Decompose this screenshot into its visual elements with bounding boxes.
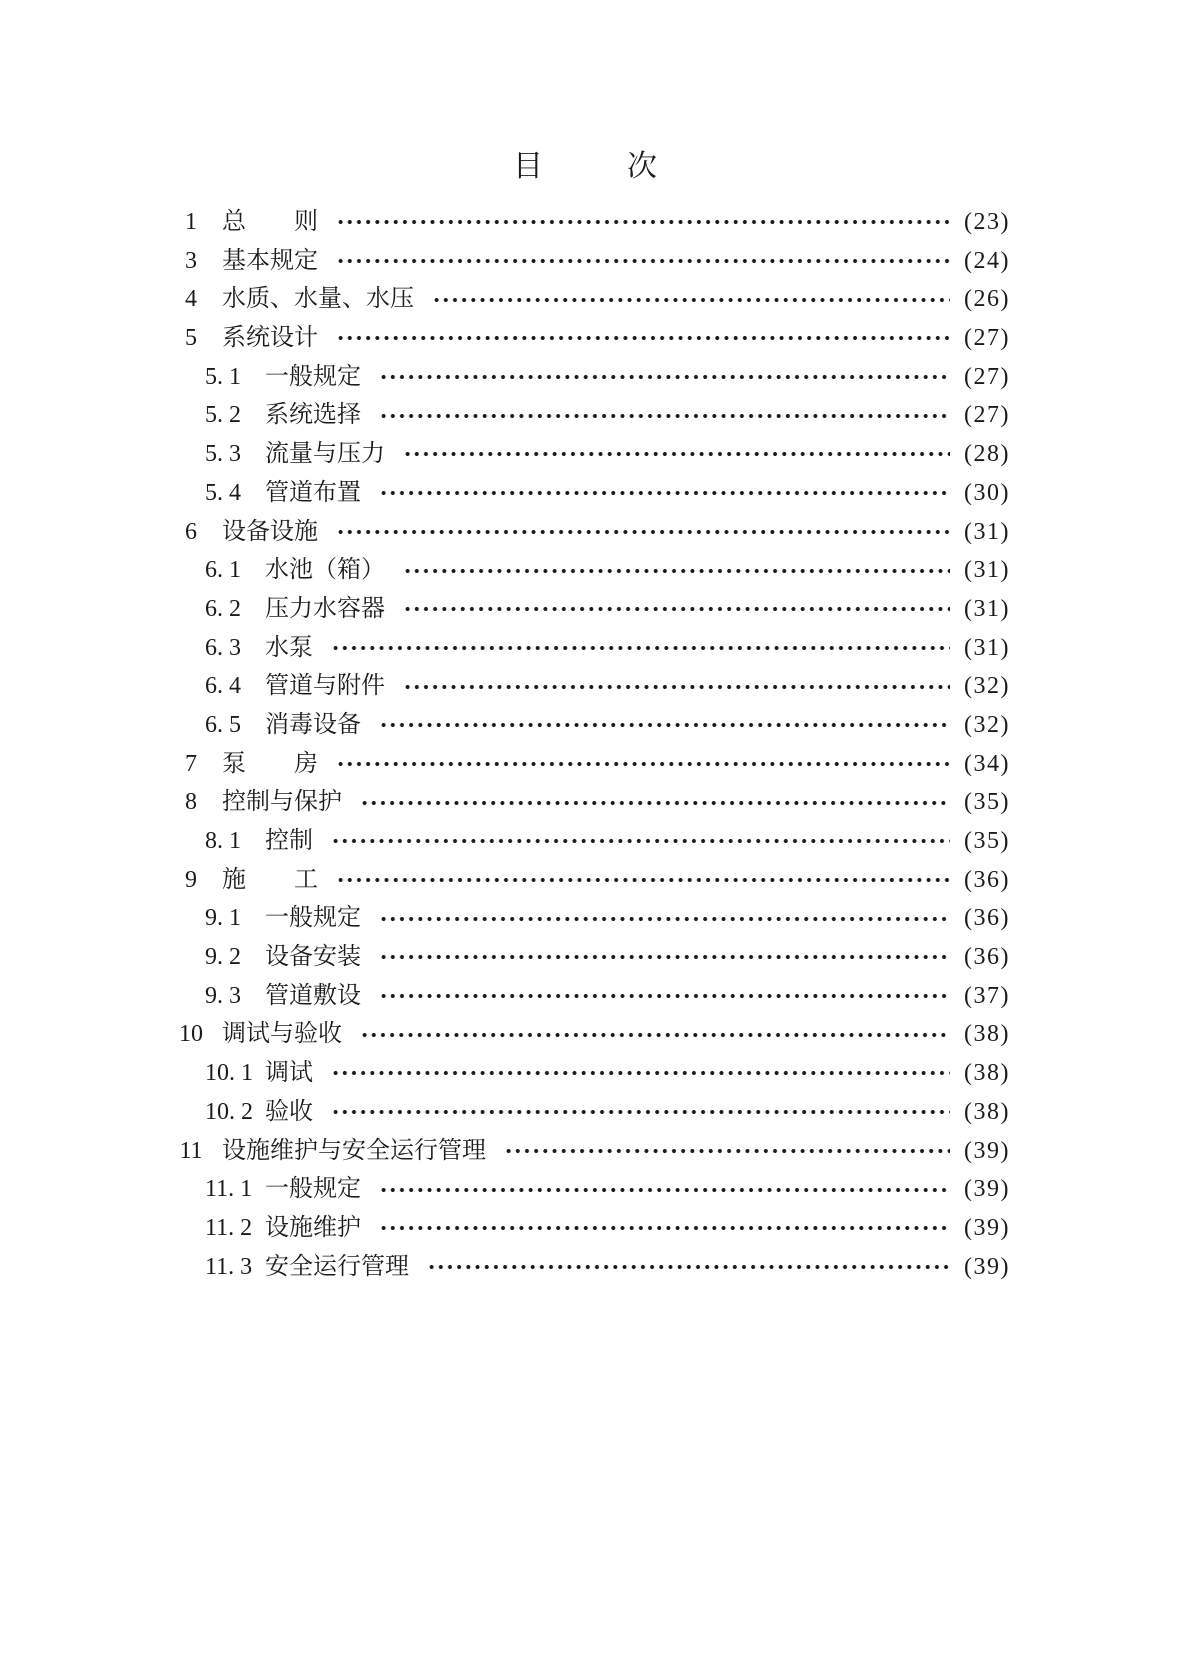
toc-entry-label: 压力水容器 [265, 595, 385, 622]
dot-leader [331, 641, 950, 655]
toc-row [160, 667, 1010, 706]
toc-entry-number: 6. 1 [205, 557, 241, 584]
toc-entry-number: 7 [185, 750, 197, 777]
toc-entry-label: 一般规定 [265, 905, 361, 932]
dot-leader [331, 1105, 950, 1119]
dot-leader [432, 293, 950, 307]
toc-page-number: (36) [964, 866, 1010, 893]
toc-entry-label: 管道敷设 [265, 982, 361, 1009]
toc-entry-number: 6. 2 [205, 595, 241, 622]
dot-leader [336, 254, 950, 268]
toc-entry-number: 9 [185, 866, 197, 893]
page-title: 目 次 [513, 150, 665, 183]
toc-row [160, 1209, 1010, 1248]
toc-page-number: (39) [964, 1253, 1010, 1280]
toc-row [160, 551, 1010, 590]
toc-row [160, 783, 1010, 822]
toc-entry-number: 5. 1 [205, 363, 241, 390]
toc-page-number: (27) [964, 402, 1010, 429]
toc-row [160, 242, 1010, 281]
toc-row [160, 1132, 1010, 1171]
toc-row [160, 513, 1010, 552]
toc-entry-label: 控制与保护 [222, 789, 342, 816]
toc-page-number: (36) [964, 905, 1010, 932]
toc-entry-label: 消毒设备 [265, 711, 361, 738]
dot-leader [360, 1028, 950, 1042]
toc-row [160, 1093, 1010, 1132]
toc-entry-label: 安全运行管理 [265, 1253, 409, 1280]
dot-leader [379, 912, 950, 926]
toc-page-number: (32) [964, 711, 1010, 738]
toc-entry-label: 管道与附件 [265, 673, 385, 700]
toc-entry-number: 9. 1 [205, 905, 241, 932]
toc-entry-number: 6. 4 [205, 673, 241, 700]
toc-entry-label: 管道布置 [265, 479, 361, 506]
toc-page-number: (27) [964, 325, 1010, 352]
dot-leader [379, 370, 950, 384]
toc-row [160, 474, 1010, 513]
toc-entry-number: 5. 4 [205, 479, 241, 506]
toc-entry-number: 11. 2 [205, 1214, 253, 1241]
toc-page-number: (23) [964, 209, 1010, 235]
dot-leader [336, 331, 950, 345]
dot-leader [427, 1260, 950, 1274]
toc-entry-label: 流量与压力 [265, 441, 385, 468]
toc-entry-label: 系统设计 [222, 325, 318, 352]
toc-row [160, 706, 1010, 745]
dot-leader [336, 757, 950, 771]
toc-entry-label: 施 工 [222, 866, 318, 893]
toc-row [160, 822, 1010, 861]
toc-entry-number: 5 [185, 325, 197, 352]
toc-page-number: (39) [964, 1214, 1010, 1241]
toc-list [160, 203, 1010, 1286]
toc-row [160, 358, 1010, 397]
toc-page-number: (35) [964, 789, 1010, 816]
toc-entry-label: 一般规定 [265, 363, 361, 390]
toc-entry-number: 6. 5 [205, 711, 241, 738]
toc-page-number: (28) [964, 441, 1010, 468]
toc-row [160, 745, 1010, 784]
toc-entry-label: 设备设施 [222, 518, 318, 545]
toc-row [160, 938, 1010, 977]
dot-leader [403, 564, 950, 578]
dot-leader [504, 1144, 950, 1158]
dot-leader [379, 1183, 950, 1197]
toc-page-number: (31) [964, 518, 1010, 545]
dot-leader [403, 680, 950, 694]
dot-leader [336, 873, 950, 887]
toc-page-number: (38) [964, 1098, 1010, 1125]
toc-entry-label: 泵 房 [222, 750, 318, 777]
toc-entry-label: 设施维护 [265, 1214, 361, 1241]
toc-entry-number: 3 [185, 247, 197, 274]
toc-entry-number: 10 [179, 1021, 203, 1048]
toc-entry-number: 11 [179, 1137, 203, 1164]
toc-entry-number: 6 [185, 518, 197, 545]
toc-entry-label: 验收 [265, 1098, 313, 1125]
toc-entry-number: 5. 3 [205, 441, 241, 468]
toc-row [160, 203, 1010, 242]
toc-entry-label: 水池（箱） [265, 557, 385, 584]
toc-row [160, 1248, 1010, 1287]
toc-row [160, 1054, 1010, 1093]
toc-page-number: (30) [964, 479, 1010, 506]
toc-page-number: (32) [964, 673, 1010, 700]
dot-leader [331, 834, 950, 848]
toc-page-number: (39) [964, 1176, 1010, 1203]
toc-entry-number: 8 [185, 789, 197, 816]
toc-entry-label: 基本规定 [222, 247, 318, 274]
dot-leader [336, 215, 950, 229]
toc-entry-number: 11. 1 [205, 1176, 253, 1203]
dot-leader [360, 796, 950, 810]
toc-page-number: (24) [964, 247, 1010, 274]
toc-row [160, 280, 1010, 319]
toc-page-number: (38) [964, 1060, 1010, 1087]
toc-entry-number: 9. 3 [205, 982, 241, 1009]
toc-entry-number: 8. 1 [205, 828, 241, 854]
toc-row [160, 319, 1010, 358]
toc-entry-label: 控制 [265, 828, 313, 854]
toc-page-number: (26) [964, 286, 1010, 313]
dot-leader [379, 950, 950, 964]
toc-page-number: (38) [964, 1021, 1010, 1048]
toc-page-number: (31) [964, 557, 1010, 584]
toc-entry-number: 11. 3 [205, 1253, 253, 1280]
toc-entry-number: 4 [185, 286, 197, 313]
toc-page-number: (36) [964, 944, 1010, 971]
dot-leader [403, 447, 950, 461]
toc-page-number: (37) [964, 982, 1010, 1009]
toc-entry-label: 设备安装 [265, 944, 361, 971]
dot-leader [379, 718, 950, 732]
dot-leader [403, 602, 950, 616]
toc-entry-number: 10. 1 [205, 1060, 253, 1087]
toc-page-number: (31) [964, 595, 1010, 622]
toc-page-number: (34) [964, 750, 1010, 777]
toc-entry-number: 5. 2 [205, 402, 241, 429]
toc-page-number: (39) [964, 1137, 1010, 1164]
toc-row [160, 435, 1010, 474]
toc-entry-number: 9. 2 [205, 944, 241, 971]
dot-leader [379, 486, 950, 500]
toc-entry-label: 一般规定 [265, 1176, 361, 1203]
toc-entry-label: 系统选择 [265, 402, 361, 429]
toc-entry-number: 10. 2 [205, 1098, 253, 1125]
dot-leader [379, 409, 950, 423]
toc-row [160, 590, 1010, 629]
toc-row [160, 629, 1010, 668]
toc-entry-number: 6. 3 [205, 634, 241, 661]
toc-row [160, 1170, 1010, 1209]
toc-entry-number: 1 [185, 209, 197, 235]
toc-row [160, 861, 1010, 900]
toc-row [160, 899, 1010, 938]
toc-entry-label: 水质、水量、水压 [222, 286, 414, 313]
dot-leader [379, 989, 950, 1003]
toc-row [160, 977, 1010, 1016]
dot-leader [336, 525, 950, 539]
toc-entry-label: 水泵 [265, 634, 313, 661]
dot-leader [331, 1066, 950, 1080]
toc-entry-label: 总 则 [222, 209, 318, 235]
toc-entry-label: 设施维护与安全运行管理 [222, 1137, 486, 1164]
toc-entry-label: 调试与验收 [222, 1021, 342, 1048]
toc-page-number: (27) [964, 363, 1010, 390]
toc-entry-label: 调试 [265, 1060, 313, 1087]
toc-row [160, 1015, 1010, 1054]
toc-row [160, 396, 1010, 435]
toc-page-number: (35) [964, 828, 1010, 854]
toc-page-number: (31) [964, 634, 1010, 661]
dot-leader [379, 1221, 950, 1235]
